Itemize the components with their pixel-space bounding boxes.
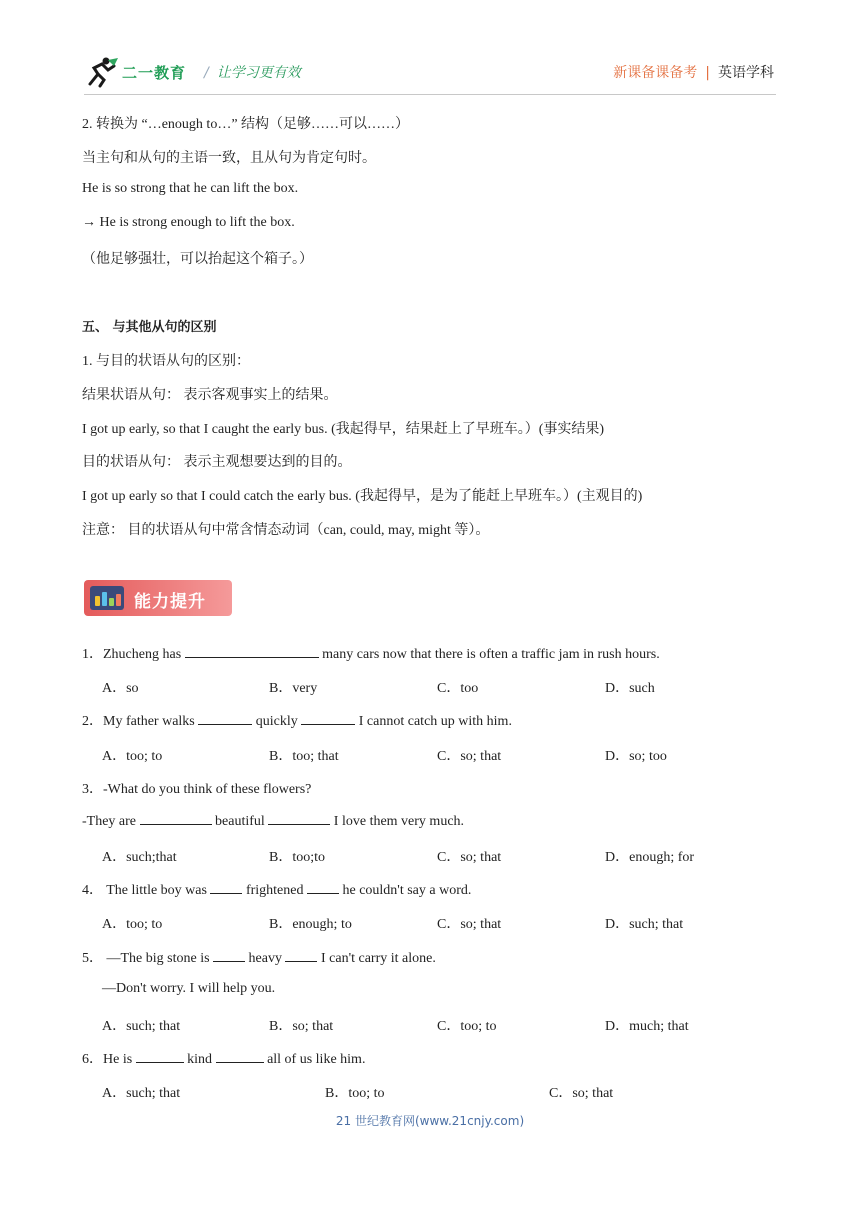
question-4 — [82, 879, 471, 899]
runner-logo-icon — [84, 56, 120, 90]
option-c[interactable]: C．too — [437, 681, 479, 696]
question-text: -They are — [82, 814, 140, 829]
text-line: He is so strong that he can lift the box. — [82, 181, 299, 196]
option-a[interactable]: A．such; that — [102, 1019, 181, 1034]
answer-blank[interactable] — [301, 712, 355, 725]
option-c[interactable]: C．so; that — [437, 749, 502, 764]
option-b[interactable]: B．enough; to — [269, 917, 352, 932]
question-text: 2．My father walks — [82, 714, 199, 729]
text-line: （他足够强壮，可以抬起这个箱子。） — [82, 252, 313, 267]
question-text: 1．Zhucheng has — [82, 647, 185, 662]
option-b[interactable]: B．so; that — [269, 1019, 334, 1034]
text-line: 2. 转换为 “…enough to…” 结构（足够……可以……） — [82, 117, 410, 132]
question-6 — [82, 1048, 365, 1068]
question-text: heavy — [245, 951, 286, 966]
header-rule — [84, 94, 776, 95]
option-d[interactable]: D．such — [605, 681, 655, 696]
option-a[interactable]: A．such; that — [102, 1086, 181, 1101]
answer-blank[interactable] — [136, 1050, 184, 1063]
question-5-reply: —Don't worry. I will help you. — [102, 981, 276, 996]
answer-blank[interactable] — [268, 812, 330, 825]
option-b[interactable]: B．very — [269, 681, 318, 696]
logo — [84, 56, 194, 90]
answer-blank[interactable] — [307, 881, 339, 894]
answer-blank[interactable] — [140, 812, 212, 825]
question-text: 6．He is — [82, 1052, 136, 1067]
badge-label: 能力提升 — [134, 592, 206, 612]
answer-blank[interactable] — [198, 712, 252, 725]
text-line: → He is strong enough to lift the box. — [82, 215, 295, 230]
header-subject-label: 英语学科 — [718, 65, 774, 81]
option-c[interactable]: C．so; that — [549, 1086, 614, 1101]
question-text: I can't carry it alone. — [317, 951, 436, 966]
question-text: beautiful — [211, 814, 269, 829]
question-text: all of us like him. — [263, 1052, 366, 1067]
logo-text: 二一教育 — [122, 64, 187, 82]
option-b[interactable]: B．too; that — [269, 749, 339, 764]
section-heading: 五、 与其他从句的区别 — [82, 320, 217, 335]
question-text: he couldn't say a word. — [338, 883, 472, 898]
page-header — [84, 56, 774, 92]
option-d[interactable]: D．much; that — [605, 1019, 689, 1034]
question-text: kind — [183, 1052, 216, 1067]
question-text: I cannot catch up with him. — [355, 714, 512, 729]
text-line: 1. 与目的状语从句的区别： — [82, 354, 250, 369]
option-d[interactable]: D．such; that — [605, 917, 684, 932]
option-c[interactable]: C．so; that — [437, 850, 502, 865]
option-d[interactable]: D．enough; for — [605, 850, 695, 865]
question-1 — [82, 643, 660, 663]
question-3 — [82, 812, 464, 830]
question-text: quickly — [252, 714, 302, 729]
option-a[interactable]: A．too; to — [102, 749, 163, 764]
slogan-text: 让学习更有效 — [216, 65, 301, 81]
answer-blank[interactable] — [216, 1050, 264, 1063]
option-b[interactable]: B．too; to — [325, 1086, 385, 1101]
question-text: I love them very much. — [330, 814, 465, 829]
option-c[interactable]: C．too; to — [437, 1019, 497, 1034]
text-line: 当主句和从句的主语一致，且从句为肯定句时。 — [82, 151, 376, 166]
text-line: 注意： 目的状语从句中常含情态动词（can, could, may, might 等）。 — [82, 523, 490, 538]
page-footer: 21 世纪教育网(www.21cnjy.com) — [335, 1114, 525, 1128]
answer-blank[interactable] — [185, 645, 319, 658]
option-a[interactable]: A．so — [102, 681, 139, 696]
answer-blank[interactable] — [285, 949, 317, 962]
question-text: 4． The little boy was — [82, 883, 211, 898]
header-separator: | — [705, 65, 710, 81]
text-line: I got up early so that I could catch the early bus. (我起得早，是为了能赶上早班车。）(主观目的) — [82, 489, 643, 504]
section-badge — [84, 580, 232, 616]
question-text: frightened — [242, 883, 307, 898]
question-2 — [82, 710, 512, 730]
answer-blank[interactable] — [210, 881, 242, 894]
option-a[interactable]: A．too; to — [102, 917, 163, 932]
question-text: 5． —The big stone is — [82, 951, 214, 966]
answer-blank[interactable] — [213, 949, 245, 962]
text-line: 目的状语从句： 表示主观想要达到的目的。 — [82, 455, 352, 470]
question-text: many cars now that there is often a traffic jam in rush hours. — [318, 647, 660, 662]
slogan — [204, 62, 301, 82]
option-b[interactable]: B．too;to — [269, 850, 326, 865]
text-line: 结果状语从句： 表示客观事实上的结果。 — [82, 388, 338, 403]
question-3-prompt: 3．-What do you think of these flowers? — [82, 782, 312, 797]
option-d[interactable]: D．so; too — [605, 749, 667, 764]
question-5 — [82, 947, 436, 967]
text-line: I got up early, so that I caught the early bus. (我起得早，结果赶上了早班车。）(事实结果) — [82, 422, 605, 437]
slash-divider: / — [204, 65, 209, 81]
bar-chart-icon — [90, 586, 124, 610]
option-c[interactable]: C．so; that — [437, 917, 502, 932]
header-course-label: 新课备课备考 — [613, 65, 698, 81]
header-subject — [613, 62, 774, 82]
option-a[interactable]: A．such;that — [102, 850, 177, 865]
